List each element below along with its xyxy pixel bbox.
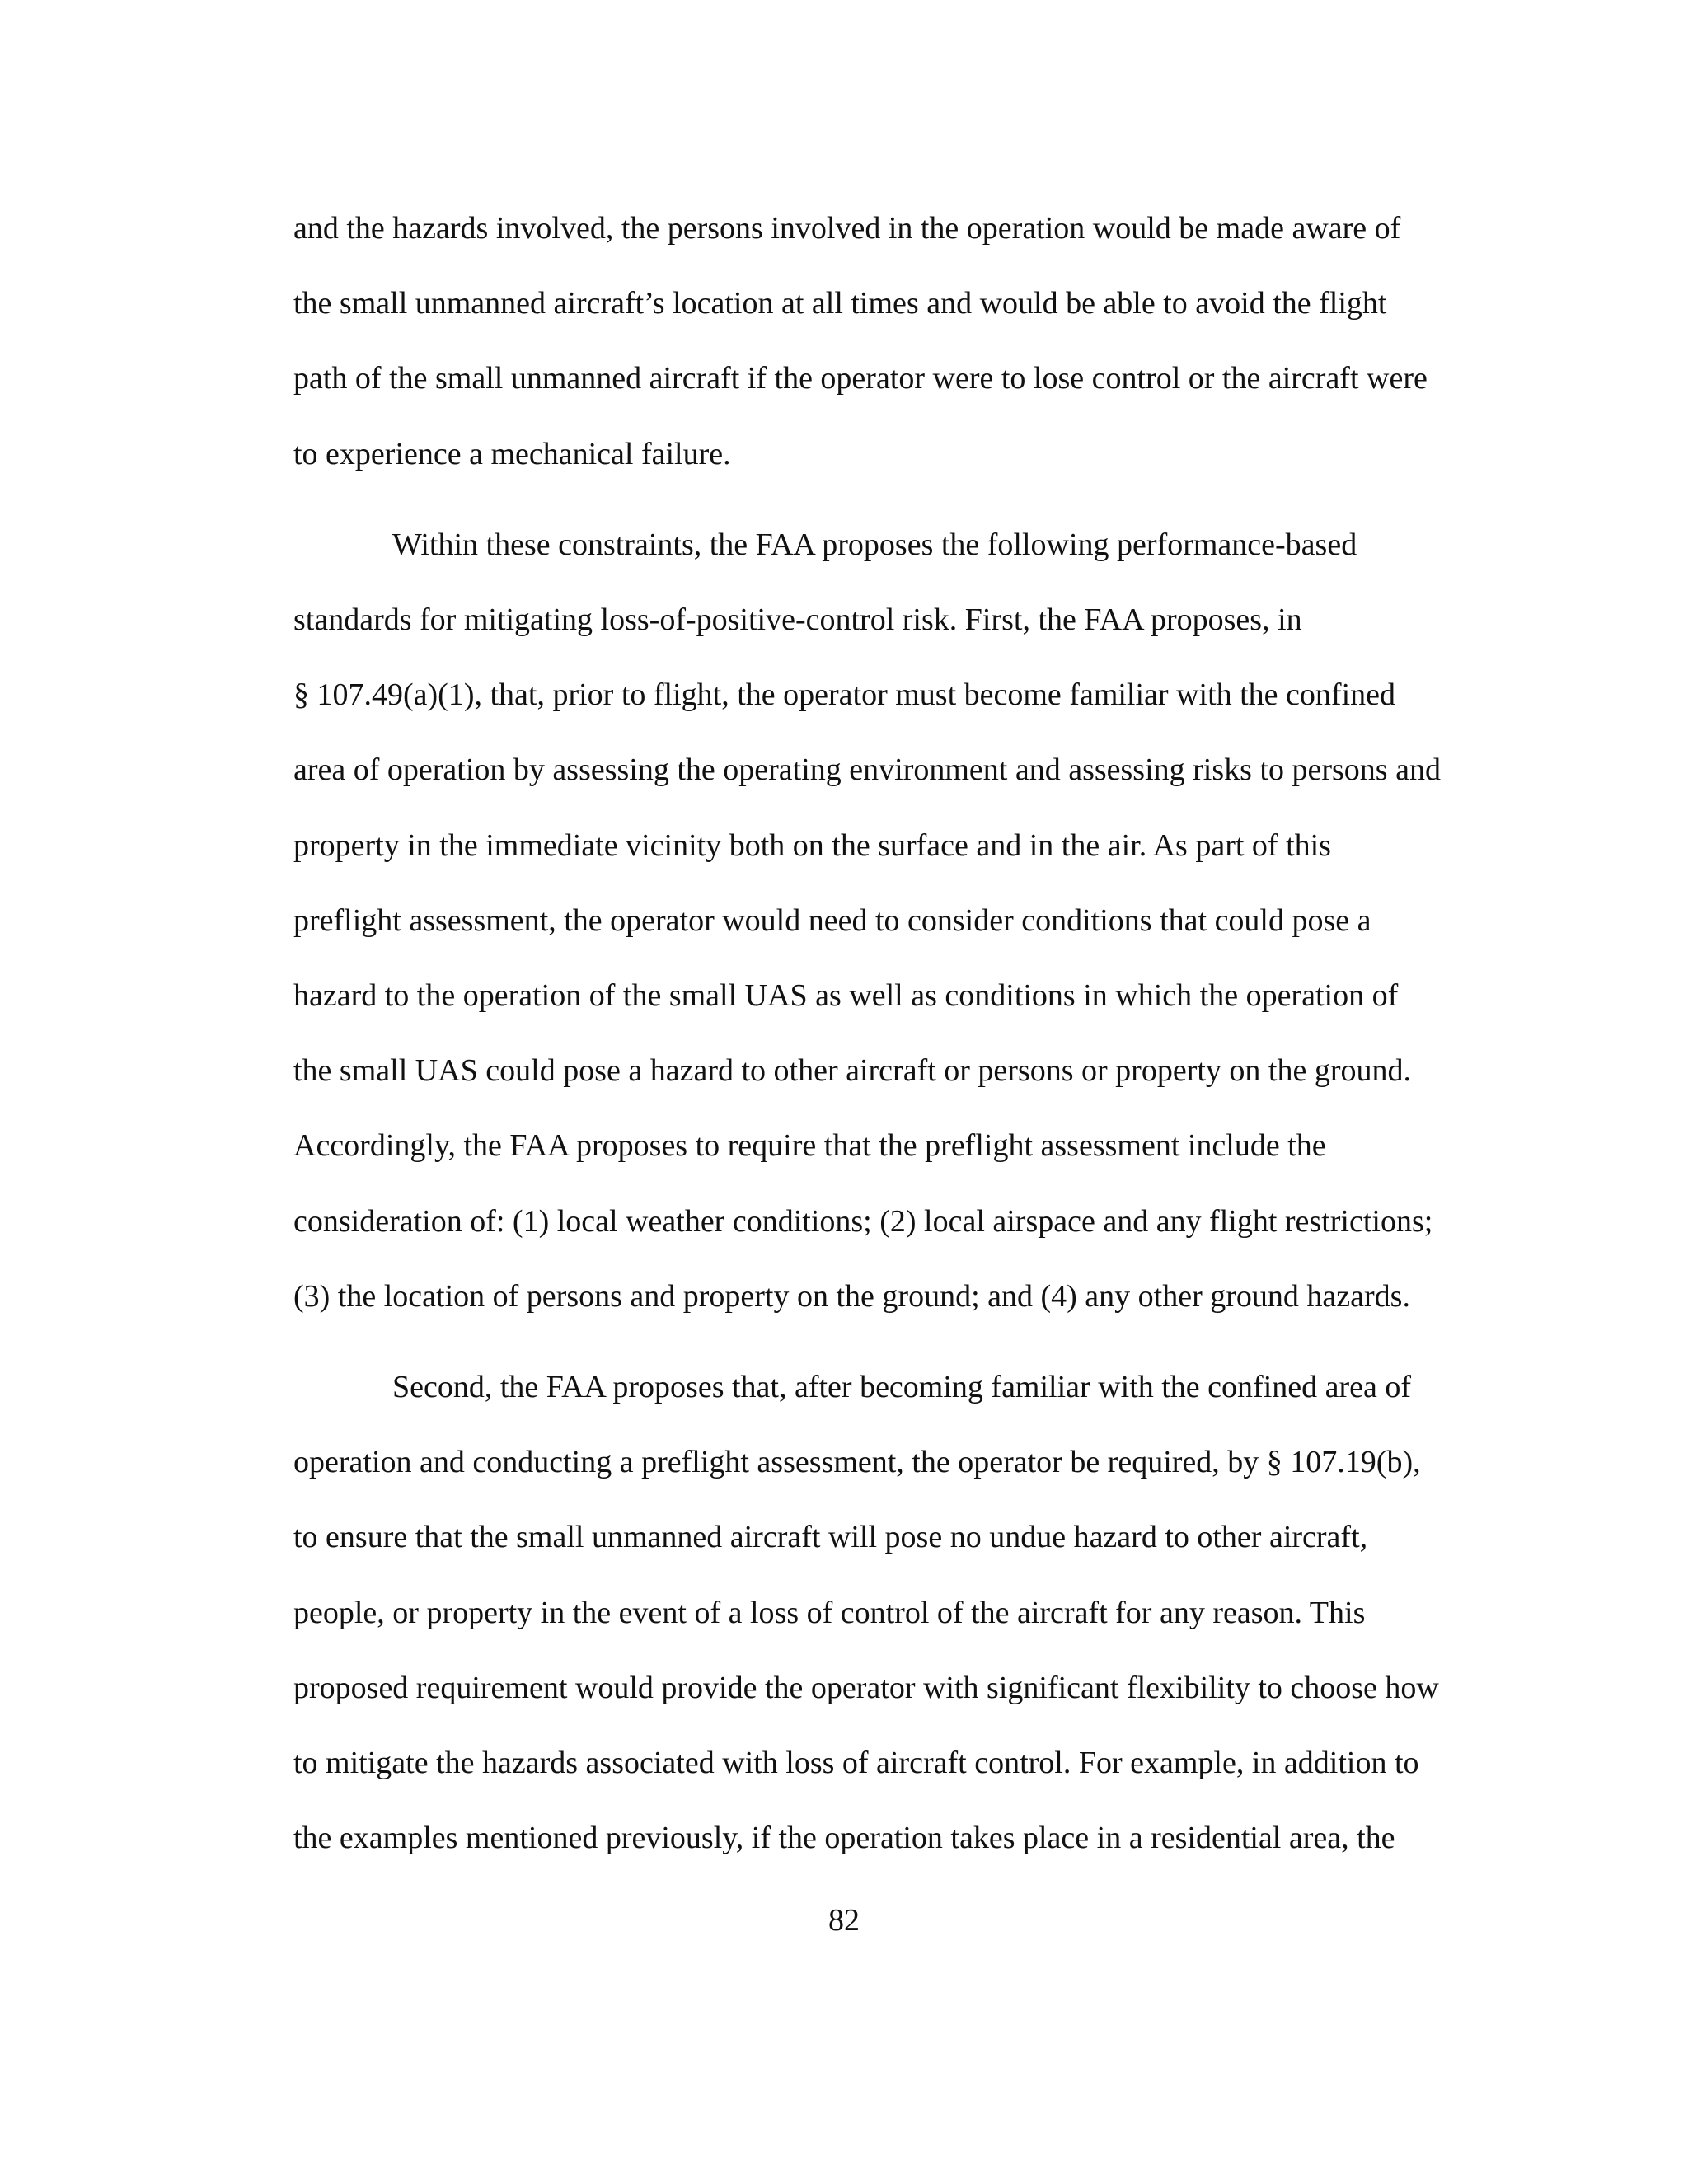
text-line: to mitigate the hazards associated with loss of aircraft control. For example, in addition to [293, 1746, 1419, 1781]
text-line: Accordingly, the FAA proposes to require that the preflight assessment include the [293, 1128, 1326, 1164]
text-line: people, or property in the event of a loss of control of the aircraft for any reason. This [293, 1595, 1366, 1630]
text-line: path of the small unmanned aircraft if the operator were to lose control or the aircraft were [293, 361, 1428, 396]
text-line: § 107.49(a)(1), that, prior to flight, the operator must become familiar with the confined [293, 677, 1395, 713]
text-line: to ensure that the small unmanned aircraft will pose no undue hazard to other aircraft, [293, 1520, 1368, 1555]
text-line: to experience a mechanical failure. [293, 436, 731, 471]
paragraph [293, 1350, 1497, 1876]
text-line: Within these constraints, the FAA proposes the following performance-based [392, 527, 1357, 562]
text-line: (3) the location of persons and property on the ground; and (4) any other ground hazards. [293, 1278, 1410, 1314]
text-line: the examples mentioned previously, if the operation takes place in a residential area, the [293, 1821, 1395, 1856]
body-text [293, 191, 1497, 1876]
page-number: 82 [828, 1903, 860, 1938]
text-line: and the hazards involved, the persons involved in the operation would be made aware of [293, 211, 1401, 246]
text-line: area of operation by assessing the operating environment and assessing risks to persons and [293, 752, 1441, 788]
text-line: Second, the FAA proposes that, after becoming familiar with the confined area of [392, 1370, 1412, 1405]
paragraph-gap [293, 492, 1497, 508]
paragraph [293, 191, 1497, 492]
paragraph [293, 508, 1497, 1334]
text-line: hazard to the operation of the small UAS as well as conditions in which the operation of [293, 978, 1399, 1014]
text-line: preflight assessment, the operator would need to consider conditions that could pose a [293, 902, 1372, 938]
text-line: consideration of: (1) local weather conditions; (2) local airspace and any flight restrictions; [293, 1203, 1433, 1239]
text-line: property in the immediate vicinity both on the surface and in the air. As part of this [293, 827, 1331, 863]
text-line: the small unmanned aircraft’s location at all times and would be able to avoid the flight [293, 286, 1387, 321]
text-line: proposed requirement would provide the operator with significant flexibility to choose how [293, 1670, 1439, 1705]
text-line: operation and conducting a preflight assessment, the operator be required, by § 107.19(b), [293, 1445, 1421, 1480]
text-line: the small UAS could pose a hazard to other aircraft or persons or property on the ground. [293, 1053, 1411, 1089]
paragraph-gap [293, 1334, 1497, 1350]
text-line: standards for mitigating loss-of-positive-control risk. First, the FAA proposes, in [293, 602, 1302, 638]
